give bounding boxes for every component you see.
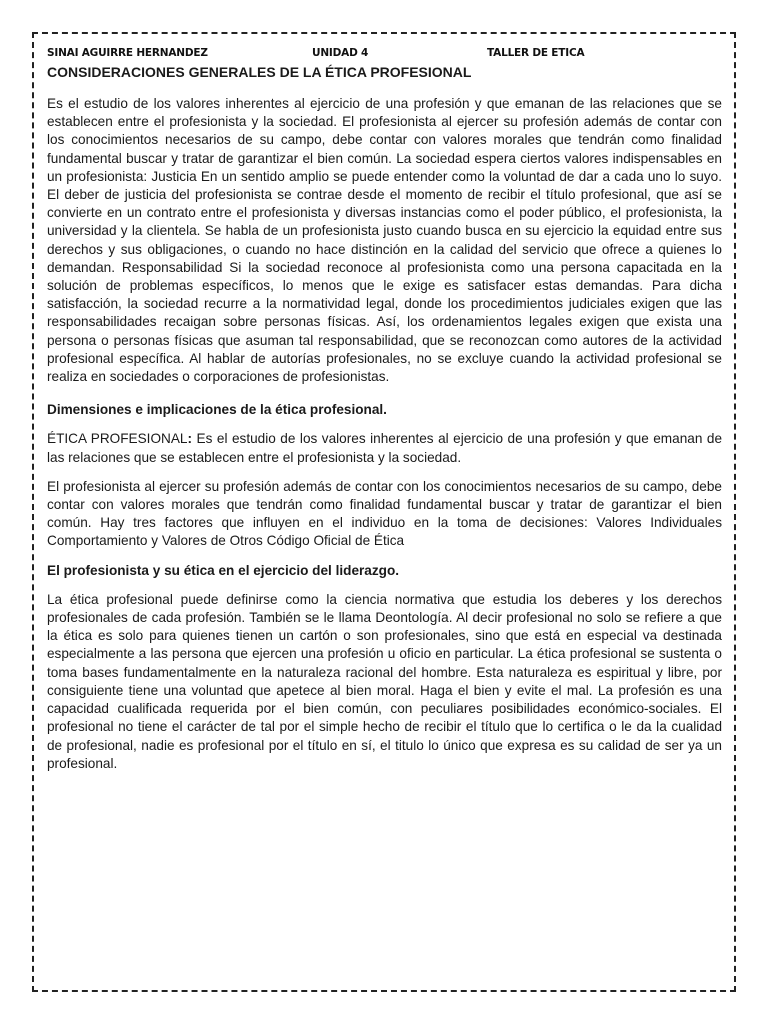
definition-text: Es el estudio de los valores inherentes al ejercicio de una profesión y que emanan de las relaciones que se establecen entre el profesionista y la sociedad.	[47, 431, 722, 465]
course-label: TALLER DE ETICA	[487, 47, 585, 59]
paragraph-intro: Es el estudio de los valores inherentes al ejercicio de una profesión y que emanan de las relaciones que se establecen entre el profesionista y la sociedad. El profesionista al ejercer su profesión además de contar con los conocimientos necesarios de su campo, debe contar con valores morales que tendrán como finalidad fundamental buscar y tratar de garantizar el bien común. La sociedad espera ciertos valores indispensables en un profesionista: Justicia En un sentido amplio se puede entender como la voluntad de dar a cada uno lo suyo. El deber de justicia del profesionista se contrae desde el momento de recibir el título profesional, que así se convierte en un contrato entre el profesionista y diversas instancias como el poder público, el profesionista, la universidad y la clientela. Se habla de un profesionista justo cuando busca en su ejercicio la equidad entre sus derechos y sus obligaciones, o cuando no hace distinción en la calidad del servicio que ofrece a quienes lo demandan. Responsabilidad Si la sociedad reconoce al profesionista como una persona capacitada en la solución de problemas específicos, lo menos que le exige es satisfacer estas demandas. Para dicha satisfacción, la sociedad recurre a la normatividad legal, donde los procedimientos judiciales exigen que las responsabilidades recaigan sobre personas físicas. Así, los ordenamientos legales exigen que exista una persona o personas físicas que asuman tal responsabilidad, que se reconozcan como autores de la actividad profesional específica. Al hablar de autorías profesionales, no se excluye cuando la actividad profesional se realiza en sociedades o corporaciones de profesionistas.	[47, 96, 722, 385]
document-header	[47, 47, 727, 63]
definition-term: ÉTICA PROFESIONAL	[47, 431, 188, 447]
unit-label: UNIDAD 4	[312, 47, 369, 59]
author-name: SINAI AGUIRRE HERNANDEZ	[47, 47, 208, 59]
definition-colon: :	[187, 431, 193, 447]
section-heading-dimensions: Dimensiones e implicaciones de la ética profesional.	[47, 402, 387, 418]
paragraph-factors: El profesionista al ejercer su profesión además de contar con los conocimientos necesarios de su campo, debe contar con valores morales que tendrán como finalidad fundamental buscar y tratar de garantizar el bien común. Hay tres factores que influyen en el individuo en la toma de decisiones: Valores Individuales Comportamiento y Valores de Otros Código Oficial de Ética	[47, 478, 722, 549]
paragraph-definition	[47, 430, 722, 466]
document-title: CONSIDERACIONES GENERALES DE LA ÉTICA PROFESIONAL	[47, 64, 472, 80]
document-body	[47, 95, 722, 784]
paragraph-deontology: La ética profesional puede definirse como la ciencia normativa que estudia los deberes y los derechos profesionales de cada profesión. También se le llama Deontología. Al decir profesional no solo se refiere a que la ética es solo para quienes tienen un cartón o son profesionales, sino que está en especial va destinada especialmente a las persona que ejercen una profesión u oficio en particular. La ética profesional se sustenta o toma bases fundamentalmente en la naturaleza racional del hombre. Esta naturaleza es espiritual y libre, por consiguiente tiene una voluntad que apetece al bien moral. Haga el bien y evite el mal. La profesión es una capacidad cualificada requerida por el bien común, con peculiares posibilidades económico-sociales. El profesional no tiene el carácter de tal por el simple hecho de recibir el título que lo certifica o le da la cualidad de profesional, nadie es profesional por el título en sí, el titulo lo único que expresa es su calidad de ser ya un profesional.	[47, 591, 722, 771]
section-heading-leadership: El profesionista y su ética en el ejercicio del liderazgo.	[47, 562, 400, 578]
